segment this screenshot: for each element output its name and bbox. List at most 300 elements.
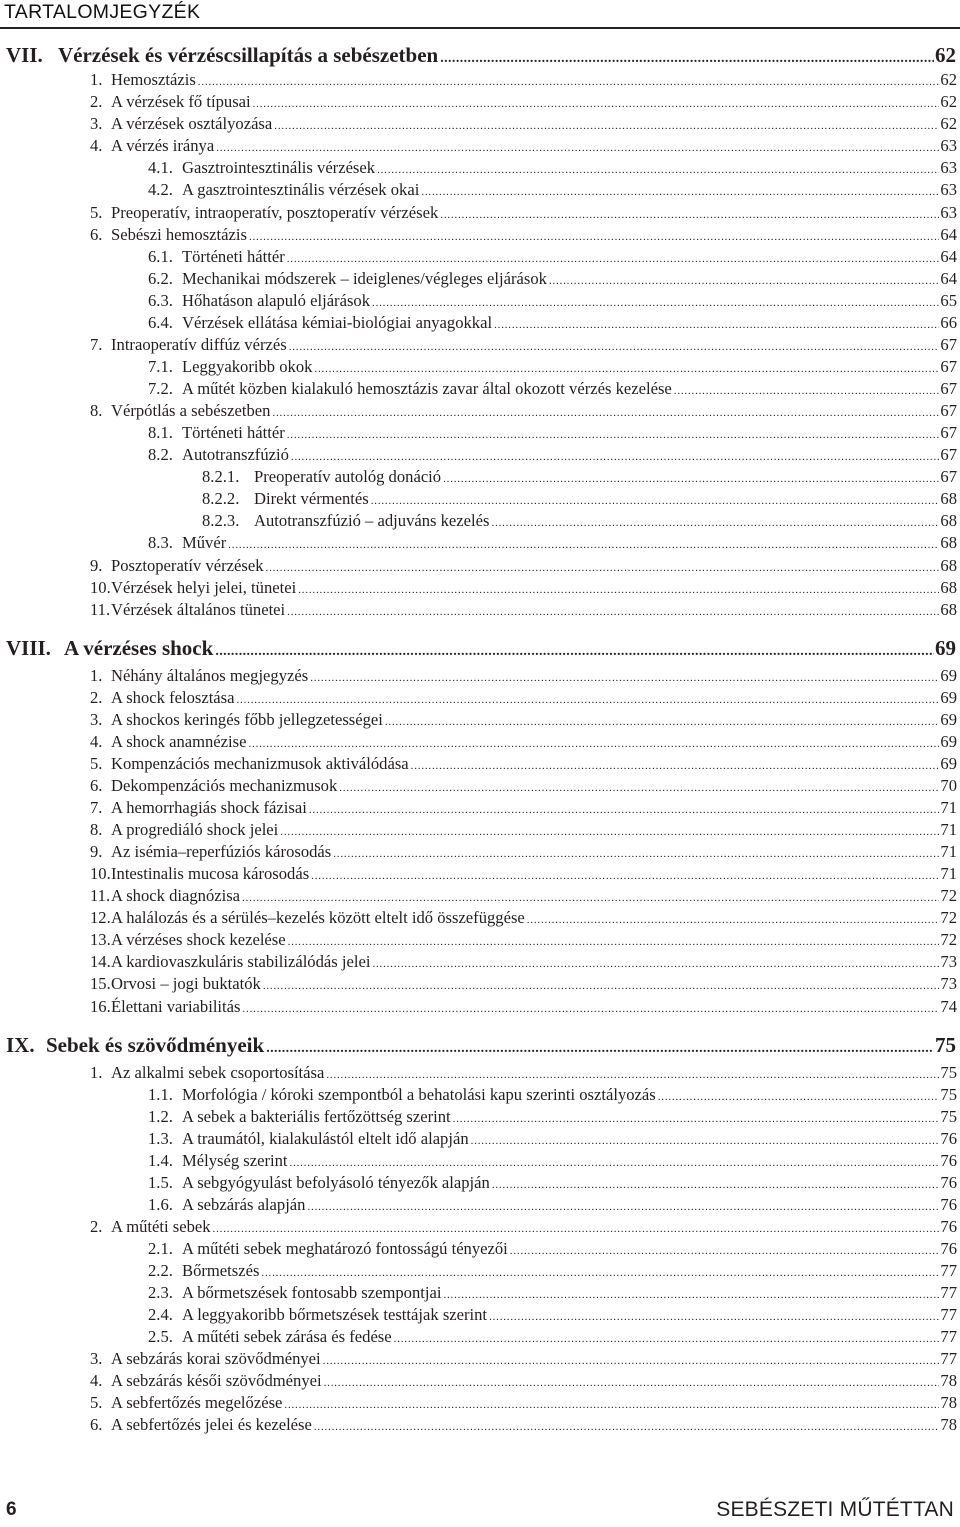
toc-entry — [90, 907, 957, 931]
dot-leader — [311, 865, 939, 887]
toc-entry-number: 7. — [90, 798, 103, 817]
toc-entry-title: Az isémia–reperfúziós károsodás — [111, 842, 332, 861]
toc-entry-page: 78 — [940, 1371, 957, 1390]
toc-entry-number: 6.1. — [148, 247, 173, 266]
toc-entry-title: A hemorrhagiás shock fázisai — [111, 798, 307, 817]
toc-entry-title: Néhány általános megjegyzés — [111, 666, 309, 685]
toc-entry — [90, 91, 957, 115]
toc-entry — [148, 1084, 957, 1108]
toc-entry-number: 8.2.2. — [202, 489, 240, 508]
toc-entry-page: 69 — [935, 636, 956, 660]
dot-leader — [213, 1218, 940, 1240]
toc-entry-number: 7. — [90, 335, 103, 354]
toc-entry-page: 62 — [940, 114, 957, 133]
toc-entry-page: 77 — [940, 1283, 957, 1302]
toc-entry-title: Sebészi hemosztázis — [111, 225, 247, 244]
toc-entry — [148, 268, 957, 292]
toc-entry-page: 67 — [940, 379, 957, 398]
toc-entry-page: 72 — [940, 930, 957, 949]
toc-entry-title: A shock diagnózisa — [111, 886, 241, 905]
toc-entry-number: 8.2. — [148, 445, 173, 464]
toc-entry — [148, 312, 957, 336]
toc-entry-number: 6. — [90, 1415, 103, 1434]
toc-entry — [148, 1282, 957, 1306]
dot-leader — [274, 115, 939, 137]
dot-leader — [237, 689, 940, 711]
toc-entry-page: 62 — [935, 43, 956, 67]
toc-entry-page: 69 — [940, 732, 957, 751]
toc-entry — [90, 577, 957, 601]
toc-entry-title: Bőrmetszés — [182, 1261, 260, 1280]
toc-entry — [90, 819, 957, 843]
toc-entry — [148, 1172, 957, 1196]
toc-entry-number: 11. — [90, 886, 111, 905]
toc-entry-page: 67 — [940, 335, 957, 354]
toc-entry-page: 77 — [940, 1327, 957, 1346]
book-title: SEBÉSZETI MŰTÉTTAN — [716, 1498, 954, 1521]
toc-entry-title: A sebzárás késői szövődményei — [111, 1371, 322, 1390]
dot-leader — [510, 1240, 940, 1262]
toc-entry — [148, 290, 957, 314]
dot-leader — [377, 159, 939, 181]
toc-entry-title: Hemosztázis — [111, 70, 196, 89]
toc-entry-number: 6.4. — [148, 313, 173, 332]
toc-entry-page: 76 — [940, 1239, 957, 1258]
toc-entry-title: A kardiovaszkuláris stabilizálódás jelei — [111, 952, 371, 971]
toc-entry-title: Művér — [182, 533, 227, 552]
toc-entry-number: 1.1. — [148, 1085, 173, 1104]
toc-entry-title: Vérpótlás a sebészetben — [111, 401, 271, 420]
toc-entry — [90, 951, 957, 975]
toc-entry-page: 76 — [940, 1173, 957, 1192]
toc-entry-page: 72 — [940, 908, 957, 927]
toc-entry-title: A shock felosztása — [111, 688, 235, 707]
toc-entry-number: 1.4. — [148, 1151, 173, 1170]
toc-entry — [148, 378, 957, 402]
toc-entry-number: 6.3. — [148, 291, 173, 310]
dot-leader — [471, 1130, 940, 1152]
toc-entry-page: 71 — [940, 820, 957, 839]
toc-entry — [148, 1106, 957, 1130]
toc-entry-page: 62 — [940, 92, 957, 111]
toc-entry — [90, 1216, 957, 1240]
toc-entry-number: 1. — [90, 70, 103, 89]
toc-entry — [148, 1260, 957, 1284]
page-header: TARTALOMJEGYZÉK — [4, 1, 201, 23]
dot-leader — [289, 336, 940, 358]
dot-leader — [253, 93, 940, 115]
toc-entry-number: 2. — [90, 1217, 103, 1236]
toc-entry-page: 76 — [940, 1129, 957, 1148]
toc-entry-page: 75 — [935, 1033, 956, 1057]
toc-entry-page: 68 — [940, 533, 957, 552]
toc-entry-title: A gasztrointesztinális vérzések okai — [182, 180, 420, 199]
toc-entry-title: Posztoperatív vérzések — [111, 556, 264, 575]
dot-leader — [394, 1328, 940, 1350]
toc-entry-page: 67 — [940, 357, 957, 376]
dot-leader — [284, 1394, 939, 1416]
toc-entry-number: 6.2. — [148, 269, 173, 288]
toc-entry-title: Történeti háttér — [182, 247, 285, 266]
toc-entry-number: 1. — [90, 1063, 103, 1082]
toc-entry-title: A progrediáló shock jelei — [111, 820, 279, 839]
toc-entry — [148, 532, 957, 556]
dot-leader — [323, 1350, 940, 1372]
toc-entry — [90, 135, 957, 159]
toc-entry — [90, 753, 957, 777]
toc-entry — [90, 555, 957, 579]
dot-leader — [674, 380, 940, 402]
dot-leader — [287, 601, 939, 623]
dot-leader — [492, 1174, 940, 1196]
toc-entry-number: 9. — [90, 556, 103, 575]
toc-entry-page: 72 — [940, 886, 957, 905]
toc-entry-number: 12. — [90, 908, 111, 927]
toc-entry-page: 69 — [940, 754, 957, 773]
dot-leader — [549, 270, 939, 292]
toc-entry — [90, 665, 957, 689]
toc-entry — [148, 1238, 957, 1262]
toc-entry — [148, 179, 957, 203]
toc-entry-page: 68 — [940, 511, 957, 530]
dot-leader — [215, 639, 934, 665]
toc-entry-page: 69 — [940, 710, 957, 729]
toc-entry-title: A vérzéses shock — [64, 636, 214, 660]
toc-entry-title: A traumától, kialakulástól eltelt idő alapján — [182, 1129, 469, 1148]
toc-entry-page: 69 — [940, 666, 957, 685]
dot-leader — [280, 821, 939, 843]
toc-entry — [148, 444, 957, 468]
toc-entry — [90, 929, 957, 953]
toc-entry — [148, 157, 957, 181]
page-number: 6 — [6, 1499, 17, 1520]
toc-entry-title: A vérzések osztályozása — [111, 114, 273, 133]
toc-entry — [148, 1150, 957, 1174]
toc-entry-page: 67 — [940, 423, 957, 442]
toc-entry-page: 68 — [940, 556, 957, 575]
toc-entry-title: A sebzárás korai szövődményei — [111, 1349, 321, 1368]
dot-leader — [372, 953, 939, 975]
toc-entry-page: 64 — [940, 225, 957, 244]
toc-entry-number: 3. — [90, 710, 103, 729]
toc-entry-title: A műtét közben kialakuló hemosztázis zavar által okozott vérzés kezelése — [182, 379, 672, 398]
toc-entry-number: 3. — [90, 1349, 103, 1368]
toc-entry-title: Preoperatív autológ donáció — [254, 467, 442, 486]
toc-entry-title: A műtéti sebek zárása és fedése — [182, 1327, 392, 1346]
toc-entry — [90, 69, 957, 93]
toc-entry — [90, 731, 957, 755]
toc-entry-number: IX. — [6, 1033, 35, 1057]
toc-entry — [90, 1414, 957, 1438]
toc-entry-page: 77 — [940, 1349, 957, 1368]
toc-entry-page: 67 — [940, 467, 957, 486]
toc-entry — [90, 841, 957, 865]
toc-entry — [90, 400, 957, 424]
dot-leader — [287, 248, 940, 270]
toc-entry — [90, 224, 957, 248]
toc-entry-page: 71 — [940, 864, 957, 883]
dot-leader — [307, 1196, 939, 1218]
toc-entry-title: A leggyakoribb bőrmetszések testtájak szerint — [182, 1305, 488, 1324]
toc-entry-title: Az alkalmi sebek csoportosítása — [111, 1063, 325, 1082]
toc-entry-page: 67 — [940, 445, 957, 464]
toc-entry-page: 69 — [940, 688, 957, 707]
toc-entry-number: 10. — [90, 864, 111, 883]
toc-entry — [148, 356, 957, 380]
toc-entry-number: 7.1. — [148, 357, 173, 376]
toc-entry-page: 67 — [940, 401, 957, 420]
toc-entry-number: 8. — [90, 401, 103, 420]
toc-entry — [202, 488, 957, 512]
toc-entry-number: 4.1. — [148, 158, 173, 177]
dot-leader — [291, 446, 940, 468]
dot-leader — [198, 71, 940, 93]
dot-leader — [494, 314, 939, 336]
toc-entry-number: 8.2.1. — [202, 467, 240, 486]
toc-entry-title: A vérzéses shock kezelése — [111, 930, 286, 949]
toc-entry-page: 68 — [940, 578, 957, 597]
toc-entry-title: A sebfertőzés megelőzése — [111, 1393, 283, 1412]
toc-chapter — [6, 635, 956, 665]
toc-entry-title: Morfológia / kóroki szempontból a behatolási kapu szerinti osztályozás — [182, 1085, 656, 1104]
toc-entry-page: 76 — [940, 1151, 957, 1170]
toc-entry-title: Vérzések általános tünetei — [111, 600, 286, 619]
toc-entry-page: 63 — [940, 203, 957, 222]
dot-leader — [453, 1108, 940, 1130]
dot-leader — [228, 534, 939, 556]
toc-chapter — [6, 42, 956, 72]
toc-entry-title: Történeti háttér — [182, 423, 285, 442]
toc-entry-number: 2.5. — [148, 1327, 173, 1346]
toc-entry-page: 74 — [940, 997, 957, 1016]
toc-entry-title: A műtéti sebek meghatározó fontosságú tényezői — [182, 1239, 508, 1258]
toc-entry-title: Mechanikai módszerek – ideiglenes/végleges eljárások — [182, 269, 547, 288]
toc-entry-page: 78 — [940, 1415, 957, 1434]
dot-leader — [298, 579, 939, 601]
dot-leader — [421, 181, 939, 203]
toc-entry — [90, 863, 957, 887]
dot-leader — [248, 733, 939, 755]
dot-leader — [290, 1152, 940, 1174]
toc-entry-number: 2.3. — [148, 1283, 173, 1302]
toc-entry-number: 13. — [90, 930, 111, 949]
toc-entry-number: 1.5. — [148, 1173, 173, 1192]
toc-entry — [90, 1348, 957, 1372]
toc-entry-page: 76 — [940, 1195, 957, 1214]
dot-leader — [385, 711, 940, 733]
toc-entry-page: 64 — [940, 269, 957, 288]
toc-entry-title: A shock anamnézise — [111, 732, 247, 751]
toc-entry-title: Mélység szerint — [182, 1151, 288, 1170]
toc-entry-title: A sebek a bakteriális fertőzöttség szerint — [182, 1107, 451, 1126]
toc-entry-title: A shockos keringés főbb jellegzetességei — [111, 710, 383, 729]
toc-entry-title: Orvosi – jogi buktatók — [111, 974, 261, 993]
toc-entry-title: Élettani variabilitás — [111, 997, 241, 1016]
toc-entry — [148, 1128, 957, 1152]
dot-leader — [314, 358, 939, 380]
toc-entry-page: 62 — [940, 70, 957, 89]
toc-entry-page: 75 — [940, 1063, 957, 1082]
toc-entry — [90, 885, 957, 909]
dot-leader — [309, 799, 940, 821]
toc-entry-title: Gasztrointesztinális vérzések — [182, 158, 376, 177]
toc-entry-number: 15. — [90, 974, 111, 993]
toc-entry — [148, 246, 957, 270]
toc-entry-number: 7.2. — [148, 379, 173, 398]
dot-leader — [314, 1416, 940, 1438]
toc-entry-page: 66 — [940, 313, 957, 332]
toc-entry-number: 1.6. — [148, 1195, 173, 1214]
toc-entry-title: A műtéti sebek — [111, 1217, 211, 1236]
toc-entry — [148, 1304, 957, 1328]
toc-entry — [202, 510, 957, 534]
toc-entry-title: Hőhatáson alapuló eljárások — [182, 291, 371, 310]
toc-entry-title: A vérzések fő típusai — [111, 92, 251, 111]
dot-leader — [440, 204, 939, 226]
dot-leader — [658, 1086, 940, 1108]
toc-entry-title: A sebfertőzés jelei és kezelése — [111, 1415, 312, 1434]
toc-entry-page: 63 — [940, 180, 957, 199]
toc-chapter — [6, 1032, 956, 1062]
toc-entry-number: 4. — [90, 136, 103, 155]
toc-entry-title: Sebek és szövődményeik — [46, 1033, 265, 1057]
dot-leader — [339, 777, 939, 799]
dot-leader — [310, 667, 939, 689]
dot-leader — [287, 424, 940, 446]
toc-entry-number: 2. — [90, 688, 103, 707]
toc-entry-number: 5. — [90, 203, 103, 222]
dot-leader — [216, 137, 939, 159]
toc-entry-title: Intraoperatív diffúz vérzés — [111, 335, 287, 354]
toc-entry-number: 2.1. — [148, 1239, 173, 1258]
toc-entry-title: A sebzárás alapján — [182, 1195, 306, 1214]
toc-entry-number: 5. — [90, 1393, 103, 1412]
toc-entry-title: A halálozás és a sérülés–kezelés között eltelt idő összefüggése — [111, 908, 525, 927]
toc-entry — [90, 334, 957, 358]
toc-entry-page: 64 — [940, 247, 957, 266]
toc-entry-number: VII. — [6, 43, 43, 67]
toc-entry-title: Autotranszfúzió – adjuváns kezelés — [254, 511, 490, 530]
toc-entry-number: 2.2. — [148, 1261, 173, 1280]
dot-leader — [288, 931, 940, 953]
toc-entry — [90, 113, 957, 137]
toc-entry — [90, 709, 957, 733]
toc-entry-number: 8.1. — [148, 423, 173, 442]
toc-entry-title: Vérzések és vérzéscsillapítás a sebészetben — [58, 43, 439, 67]
toc-entry — [148, 1194, 957, 1218]
toc-entry-title: A sebgyógyulást befolyásoló tényezők alapján — [182, 1173, 490, 1192]
dot-leader — [266, 1036, 934, 1062]
toc-entry — [90, 1392, 957, 1416]
toc-entry-number: 1.3. — [148, 1129, 173, 1148]
toc-entry-page: 68 — [940, 600, 957, 619]
toc-entry — [90, 996, 957, 1020]
toc-entry-title: A bőrmetszések fontosabb szempontjai — [182, 1283, 442, 1302]
toc-entry-number: 10. — [90, 578, 111, 597]
toc-entry-page: 73 — [940, 952, 957, 971]
dot-leader — [527, 909, 940, 931]
toc-entry — [90, 687, 957, 711]
toc-entry-number: 2. — [90, 92, 103, 111]
toc-entry-number: 4.2. — [148, 180, 173, 199]
toc-entry-number: 8. — [90, 820, 103, 839]
toc-entry-page: 68 — [940, 489, 957, 508]
toc-entry — [148, 1326, 957, 1350]
toc-entry-number: 14. — [90, 952, 111, 971]
toc-entry-number: 11. — [90, 600, 111, 619]
dot-leader — [242, 887, 939, 909]
dot-leader — [491, 512, 939, 534]
toc-entry — [90, 202, 957, 226]
toc-entry-title: Autotranszfúzió — [182, 445, 289, 464]
toc-entry — [90, 599, 957, 623]
dot-leader — [266, 557, 940, 579]
toc-entry-page: 76 — [940, 1217, 957, 1236]
dot-leader — [443, 468, 939, 490]
dot-leader — [249, 226, 939, 248]
toc-entry — [90, 1062, 957, 1086]
toc-entry-page: 77 — [940, 1261, 957, 1280]
toc-entry-page: 63 — [940, 158, 957, 177]
toc-entry-title: Direkt vérmentés — [254, 489, 369, 508]
toc-entry — [148, 422, 957, 446]
toc-entry-title: Intestinalis mucosa károsodás — [111, 864, 310, 883]
toc-entry-page: 73 — [940, 974, 957, 993]
toc-entry-number: 6. — [90, 225, 103, 244]
toc-entry-title: Vérzések helyi jelei, tünetei — [111, 578, 297, 597]
toc-entry-number: 2.4. — [148, 1305, 173, 1324]
toc-entry — [202, 466, 957, 490]
toc-entry-number: 8.2.3. — [202, 511, 240, 530]
toc-entry — [90, 775, 957, 799]
toc-entry-number: 4. — [90, 732, 103, 751]
toc-entry-title: Preoperatív, intraoperatív, posztoperatív vérzések — [111, 203, 439, 222]
toc-entry-number: 1.2. — [148, 1107, 173, 1126]
toc-entry — [90, 973, 957, 997]
dot-leader — [443, 1284, 939, 1306]
toc-entry-number: 8.3. — [148, 533, 173, 552]
toc-entry-title: Leggyakoribb okok — [182, 357, 313, 376]
toc-entry-number: 9. — [90, 842, 103, 861]
dot-leader — [372, 292, 939, 314]
toc-entry-title: Dekompenzációs mechanizmusok — [111, 776, 338, 795]
toc-entry-number: 1. — [90, 666, 103, 685]
toc-entry-number: 5. — [90, 754, 103, 773]
toc-entry — [90, 1370, 957, 1394]
dot-leader — [242, 998, 939, 1020]
toc-entry-page: 70 — [940, 776, 957, 795]
dot-leader — [489, 1306, 939, 1328]
toc-entry-number: VIII. — [6, 636, 51, 660]
toc-entry-page: 71 — [940, 842, 957, 861]
dot-leader — [333, 843, 939, 865]
toc-entry-page: 75 — [940, 1085, 957, 1104]
toc-entry — [90, 797, 957, 821]
toc-entry-title: Vérzések ellátása kémiai-biológiai anyagokkal — [182, 313, 493, 332]
dot-leader — [272, 402, 939, 424]
dot-leader — [324, 1372, 940, 1394]
toc-entry-number: 6. — [90, 776, 103, 795]
toc-entry-title: A vérzés iránya — [111, 136, 215, 155]
dot-leader — [411, 755, 940, 777]
toc-entry-page: 63 — [940, 136, 957, 155]
toc-entry-page: 65 — [940, 291, 957, 310]
toc-entry-page: 77 — [940, 1305, 957, 1324]
dot-leader — [263, 975, 940, 997]
toc-entry-number: 3. — [90, 114, 103, 133]
toc-entry-number: 16. — [90, 997, 111, 1016]
toc-entry-page: 78 — [940, 1393, 957, 1412]
